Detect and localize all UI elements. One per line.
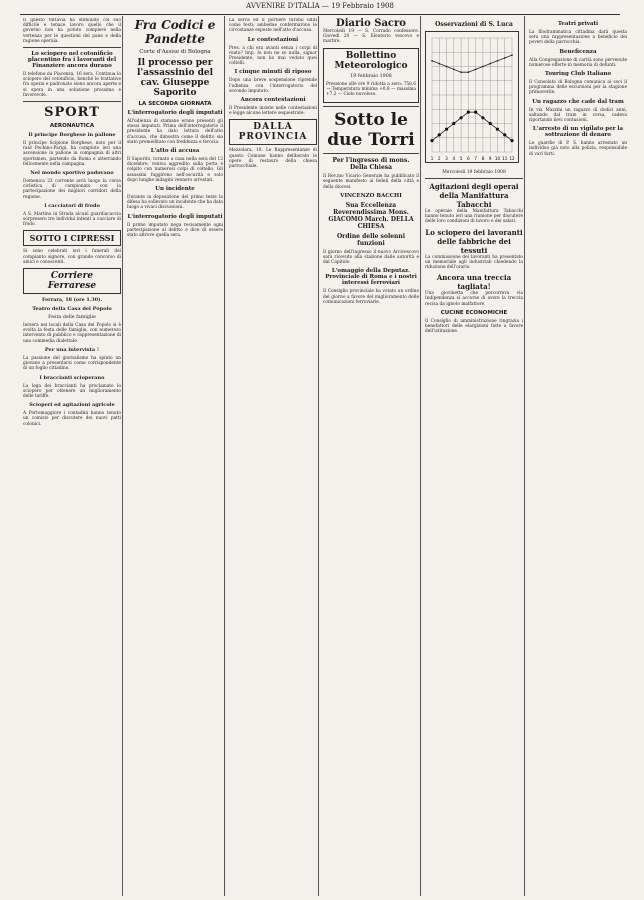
chart-point — [482, 66, 484, 68]
vicario-name: VINCENZO BACCHI — [340, 192, 402, 199]
tram-heading: Un ragazzo che cade dal tram — [532, 98, 624, 105]
provincia-box — [229, 119, 317, 145]
diario-sacro-title: Diario Sacro — [336, 18, 406, 29]
cipressi-box — [23, 230, 121, 246]
cinque-minuti-heading: I cinque minuti di riposo — [234, 69, 312, 76]
treccia-heading: Ancora una treccia tagliata! — [436, 273, 512, 292]
article-text: Il principe Scipione Borghese, noto per il raid Pechino-Parigi, ha compiuto ieri una ascensione in pallone in compagnia di altri sportsmen, partendo da Roma e atterrando felicemente nella campagna. — [23, 141, 121, 167]
arresto-heading: L'arresto di un vigilato per la sottrazione di denaro — [532, 126, 624, 139]
article-text: Le operaie della Manifattura Tabacchi hanno tenuto ieri una riunione per discutere delle loro condizioni di lavoro e dei salari. — [425, 209, 523, 225]
chart-caption: Mercoledì 19 febbraio 1908 — [442, 170, 506, 175]
seconda-giornata: LA SECONDA GIORNATA — [138, 101, 212, 107]
article-text: Dopo una breve sospensione riprende l'udienza con l'interrogatorio del secondo imputato. — [229, 78, 317, 94]
chart-point — [474, 111, 477, 114]
article-text: Domenica 23 corrente avrà luogo la corsa ciclistica di campionato con la partecipazione dei migliori corridori della regione. — [23, 179, 121, 200]
chart-tick-label: 7 — [474, 156, 477, 161]
corriere-box — [23, 268, 121, 294]
chart-series-temperatura — [432, 112, 512, 141]
weather-chart — [425, 31, 519, 163]
interrogatorio-heading-2: L'interrogatorio degli imputati — [127, 213, 223, 220]
chart-tick-label: 9 — [488, 156, 492, 161]
cipressi-title: SOTTO I CIPRESSI — [29, 233, 115, 244]
heading-braccianti: I braccianti scioperano — [39, 374, 105, 381]
chart-point — [438, 133, 441, 136]
article-text: A Portomaggiore i contadini hanno tenuto un comizio per discutere dei nuovi patti colonici. — [23, 411, 121, 427]
article-text: Il Saporito, tornato a casa nella sera del 12 dicembre, veniva aggredito sulla porta e colpito con numerosi colpi di coltello. Gli assassini fuggirono nell'oscurità e solo dopo lunghe indagini vennero arrestati. — [127, 157, 223, 183]
atto-accusa-heading: L'atto di accusa — [150, 148, 200, 155]
beneficenza-heading: Beneficenza — [559, 48, 597, 55]
column-6 — [526, 18, 630, 898]
cucine-heading: CUCINE ECONOMICHE — [440, 309, 508, 316]
chart-point — [430, 139, 433, 142]
chart-point — [445, 128, 448, 131]
article-text: Il Consolato di Bologna comunica ai soci il programma delle escursioni per la stagione primaverile. — [529, 80, 627, 96]
ordine-heading: Ordine delle solenni funzioni — [336, 232, 406, 247]
separator — [323, 106, 419, 107]
article-text: All'udienza di stamane erano presenti gli stessi imputati. Prima dell'interrogatorio il presidente ha dato lettura dell'atto d'accusa, che dimostra come il delitto sia stato premeditato con freddezza e ferocia. — [127, 119, 223, 145]
heading-scioperi: Lo sciopero nel cotonificio placentino fra i lavoranti del Finanziere ancora durano — [27, 51, 117, 70]
article-text: Pres. a chi era avanti senza i corpi di reato? Imp. Io non ne so nulla, signor Presidente, non ho mai veduto quei coltelli. — [229, 45, 317, 67]
article-text: Iersera nei locali della Casa del Popolo si è svolta la festa delle famiglie, con numeroso intervento di pubblico e rappresentazione di una commedia dialettale. — [23, 323, 121, 344]
column-2 — [124, 18, 226, 898]
chart-tick-label: 5 — [459, 156, 463, 161]
article-text: Si sono celebrati ieri i funerali del compianto signore, con grande concorso di amici e conoscenti. — [23, 249, 121, 265]
sotto-torri-title: Sotto le due Torri — [327, 110, 415, 151]
bollettino-box — [323, 48, 419, 104]
chart-point — [489, 63, 491, 65]
chart-point — [438, 63, 440, 65]
column-5 — [422, 18, 526, 898]
chart-point — [504, 57, 506, 59]
article-text: Il giorno dell'ingresso il nuovo Arcivescovo sarà ricevuto alla stazione dalle autorità e dal Capitolo. — [323, 249, 419, 266]
article-text: A S. Martino in Strada alcuni guardiacaccia sorpresero tre individui intenti a cacciare di frodo. — [23, 211, 121, 228]
chart-tick-label: 1 — [430, 156, 434, 161]
chart-tick-label: 8 — [481, 156, 485, 161]
article-text: Durante la deposizione del primo teste la difesa ha sollevato un incidente che ha dato luogo a vivaci discussioni. — [127, 195, 223, 211]
chart-point — [459, 116, 462, 119]
processo-title: Il processo per l'assassinio del cav. Giuseppe Saporito — [136, 58, 214, 98]
corriere-sub: Teatro della Casa del Popolo — [32, 306, 112, 313]
article-text: Il Consiglio provinciale ha votato un ordine del giorno a favore del miglioramento delle comunicazioni ferroviarie. — [323, 289, 419, 305]
article-text: Il Presidente insiste nelle contestazioni e legge alcune lettere sequestrate. — [229, 106, 317, 117]
chart-point — [431, 60, 433, 62]
aeronautica-heading: AERONAUTICA — [49, 123, 95, 130]
article-text: La lega dei braccianti ha proclamato lo sciopero per ottenere un miglioramento delle tariffe. — [23, 383, 121, 399]
provincia-title: DALLA PROVINCIA — [238, 122, 308, 143]
article-text: La serva ed il portiere furono uditi come testi; ambedue confermarono le circostanze esposte nell'atto d'accusa. — [229, 18, 317, 34]
separator — [323, 153, 419, 154]
article-text: La commissione dei lavoranti ha presentato un memoriale agli industriali chiedendo la riduzione dell'orario. — [425, 254, 523, 271]
column-4 — [320, 18, 422, 898]
chart-point — [503, 133, 506, 136]
bollettino-title: Bollettino Meteorologico — [334, 50, 408, 71]
chart-point — [453, 69, 455, 71]
heading-cacciatori: I cacciatori di frodo — [44, 202, 100, 209]
heading-nel-mondo: Nel mondo sportivo padovano — [30, 170, 114, 177]
heading-intervista: Per una intervista ! — [44, 346, 100, 353]
chart-point — [481, 116, 484, 119]
touring-heading: Touring Club Italiano — [544, 71, 612, 78]
article-text: Alla Congregazione di carità sono pervenute numerose offerte in memoria di defunti. — [529, 57, 627, 68]
column-3 — [226, 18, 320, 898]
article-text: Una giovinetta che percorreva via Indipendenza si accorse di avere la treccia recisa da ignoto malfattore. — [425, 291, 523, 307]
article-text: La passione del giornalismo ha spinto un giovane a presentarsi come corrispondente di un foglio cittadino. — [23, 355, 121, 372]
article-text: Pressione alle ore 9 ridotta a zero: 758.6 — Temperatura minima +0.8 — massima +7.2 — Cielo nuvoloso. — [326, 81, 416, 98]
chart-point — [460, 71, 462, 73]
contestazioni-heading: Le contestazioni — [247, 36, 299, 43]
chart-tick-label: 10 — [494, 156, 501, 161]
corte-assise: Corte d'Assise di Bologna — [139, 49, 211, 55]
article-text: Il primo imputato nega recisamente ogni partecipazione al delitto e dice di essere stato altrove quella sera. — [127, 222, 223, 239]
article-text: Il telefono da Piacenza, 16 sera. Continua lo sciopero del cotonificio, benché le trattative fra operai e padronato sieno ancora aperte e si spera in una soluzione prossima e favorevole. — [23, 72, 121, 98]
chart-point — [452, 122, 455, 125]
chart-tick-label: 12 — [509, 156, 515, 161]
sciopero-lav-heading: Lo sciopero dei lavoranti delle fabbriche dei tessuti — [425, 227, 523, 255]
bollettino-date: 19 febbraio 1908 — [350, 73, 392, 79]
fra-codici-title: Fra Codici e Pandette — [134, 18, 216, 46]
incidente-heading: Un incidente — [155, 186, 195, 193]
article-text: Il Rev.mo Vicario Generale ha pubblicato il seguente manifesto ai fedeli della città e della diocesi. — [323, 174, 419, 190]
sport-title: SPORT — [44, 105, 100, 121]
chart-point — [446, 66, 448, 68]
agitazioni-heading: Agitazioni degli operai della Manifattura Tabacchi — [429, 182, 519, 209]
corriere-sub: Festa delle famiglie — [48, 315, 96, 321]
chart-tick-label: 2 — [437, 156, 441, 161]
corriere-title: Corriere Ferrarese — [47, 271, 97, 292]
ancora-heading: Ancora contestazioni — [240, 97, 306, 104]
chart-point — [497, 60, 499, 62]
chart-tick-label: 11 — [502, 156, 508, 161]
chart-point — [511, 54, 513, 56]
article-text: Mezzolara, 18. Le Rappresentanze di questo Comune hanno deliberato le opere di restauro della chiesa parrocchiale. — [229, 148, 317, 170]
omaggio-heading: L'omaggio della Deputaz. Provinciale di Roma e i nostri interessi ferroviari — [325, 268, 417, 287]
chart-title: Osservazioni di S. Luca — [435, 21, 513, 28]
separator — [23, 101, 121, 102]
separator — [425, 178, 523, 179]
column-1 — [20, 18, 124, 898]
eccellenza-heading: Sua Eccellenza Reverendissima Mons. GIACOMO March. DELLA CHIESA — [328, 201, 414, 230]
chart-tick-label: 4 — [452, 156, 456, 161]
chart-tick-label: 6 — [467, 156, 470, 161]
chart-point — [467, 111, 470, 114]
chart-point — [475, 69, 477, 71]
chart-point — [496, 128, 499, 131]
article-text: Le guardie di P. S. hanno arrestato un individuo già noto alla polizia, responsabile di vari furti. — [529, 141, 627, 157]
article-text: La filodrammatica cittadina darà questa sera una rappresentazione a beneficio dei poveri della parrocchia. — [529, 30, 627, 46]
article-text: In via Mazzini un ragazzo di dodici anni, saltando dal tram in corsa, cadeva riportando lievi contusioni. — [529, 107, 627, 124]
corriere-sub: Ferrara, 18 (ore 1.30). — [41, 297, 103, 304]
heading-agricoli: Scioperi ed agitazioni agricole — [29, 402, 115, 409]
article-text: Mercoledì 19 — S. Corrado confessore. Giovedì 20 — S. Eleuterio vescovo e martire. — [323, 29, 419, 45]
teatri-heading: Teatri privati — [557, 21, 599, 27]
aeronautica-sub: Il principe Borghese in pallone — [28, 132, 116, 139]
separator — [23, 47, 121, 48]
chart-point — [468, 71, 470, 73]
chart-series-pressione — [432, 55, 512, 72]
ingresso-heading: Per l'ingresso di mons. Della Chiesa — [332, 157, 410, 172]
chart-point — [510, 139, 513, 142]
article-text: Il Consiglio di amministrazione ringrazia i benefattori delle elargizioni fatte a favore dell'istituzione. — [425, 318, 523, 335]
chart-tick-label: 3 — [445, 156, 448, 161]
article-text: Il questo tuttavia ha stimolato col suo difficile e tenace lavoro quello che il governo non ha potuto compiere nella vertenza per le questioni del pane e della ragione operaia. — [23, 18, 121, 44]
interrogatorio-heading: L'interrogatorio degli imputati — [127, 110, 223, 116]
chart-point — [489, 122, 492, 125]
running-head: AVVENIRE D'ITALIA — 19 Febbraio 1908 — [20, 2, 620, 15]
